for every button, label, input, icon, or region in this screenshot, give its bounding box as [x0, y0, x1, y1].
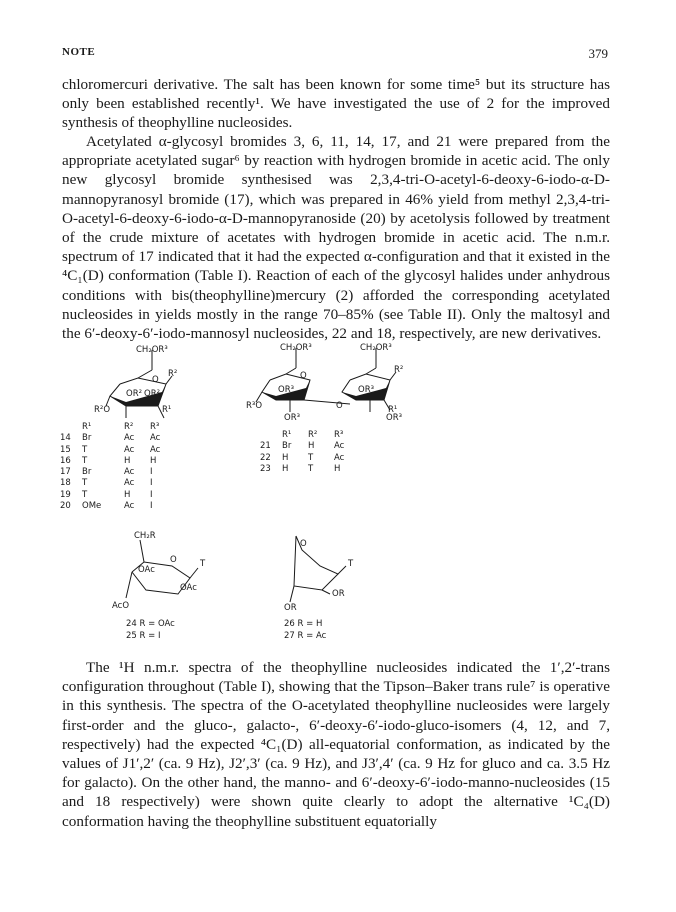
s1-r1: R¹ [162, 405, 172, 415]
running-header [62, 46, 608, 62]
s1-r2o: R²O [94, 405, 111, 415]
s4-or2: OR [284, 603, 297, 613]
s2-or3c: OR³ [284, 413, 301, 423]
s3-ring-o: O [170, 555, 177, 565]
s4-t: T [348, 559, 354, 569]
s1-ring-o: O [152, 375, 159, 385]
s3-t: T [200, 559, 206, 569]
s3-oac2: OAc [180, 583, 197, 593]
substituent-table-2 [260, 430, 354, 475]
s3-label-24: 24 R = OAc [126, 619, 175, 629]
table1-head: R¹ R² R³ [82, 422, 160, 432]
s1-r2: R² [168, 369, 178, 379]
table-row: 18 T Ac I [60, 478, 153, 489]
paragraph-3 [62, 658, 610, 831]
s2-r1: R¹ [388, 405, 398, 415]
table-row: 20 OMe Ac I [60, 501, 153, 512]
s2-link-o: O [336, 401, 343, 411]
s4-ring-o: O [300, 539, 307, 549]
paragraph-2 [62, 132, 610, 343]
s3-aco: AcO [112, 601, 130, 611]
s2-r3o: R³O [246, 401, 263, 411]
s4-label-27: 27 R = Ac [284, 631, 327, 641]
s2-ch2or3b: CH₂OR³ [360, 343, 392, 353]
table-row: 16 T H H [60, 455, 157, 466]
header-label: NOTE [62, 46, 96, 58]
structures-figure [40, 340, 640, 645]
s3-oac1: OAc [138, 565, 155, 575]
s2-ring-o: O [300, 371, 307, 381]
table-row: 23 H T H [260, 463, 341, 474]
s1-or2a: OR² [126, 389, 143, 399]
table-row: 17 Br Ac I [60, 467, 153, 478]
table-row: 19 T H I [60, 489, 153, 500]
paragraph-1 [62, 75, 610, 133]
s2-ch2or3a: CH₂OR³ [280, 343, 312, 353]
s2-or3a: OR³ [278, 385, 295, 395]
table-row: 14 Br Ac Ac [60, 433, 161, 444]
page-number: 379 [588, 46, 608, 61]
s1-or2b: OR² [144, 389, 161, 399]
table2-head: R¹ R² R³ [282, 430, 344, 440]
paragraph-1-text: chloromercuri derivative. The salt has been known for some time⁵ but its structure has only been established recently¹. We have investigated the use of 2 for the improved synthesis of theophylline nucleosides. [62, 76, 610, 132]
s2-or3d: OR³ [386, 413, 403, 423]
s2-or3b: OR³ [358, 385, 375, 395]
s1-ch2or3: CH₂OR³ [136, 345, 168, 355]
s3-ch2r: CH₂R [134, 531, 156, 541]
paragraph-2-text: Acetylated α-glycosyl bromides 3, 6, 11, 14, 17, and 21 were prepared from the appropriate acetylated sugar⁶ by reaction with hydrogen bromide in acetic acid. The only new glycosyl bromide synthesised was 2,3,4-tri-O-acetyl-6-deoxy-6-iodo-α-D-mannopyranosyl bromide (17), which was prepared in 46% yield from methyl 2,3,4-tri-O-acetyl-6-deoxy-6-iodo-α-D-mannopyranoside (20) by acetolysis followed by treatment of the crude mixture of acetates with hydrogen bromide in acetic acid. The n.m.r. spectrum of 17 indicated that it had the expected α-configuration and that it existed in the ⁴C₁(D) conformation (Table I). Reaction of each of the glycosyl halides under anhydrous conditions with bis(theophylline)mercury (2) afforded the corresponding acetylated nucleosides in yields mostly in the range 70–85% (see Table II). Only the maltosyl and the 6′-deoxy-6′-iodo-mannosyl nucleosides, 22 and 18, respectively, are new derivatives. [62, 133, 610, 343]
table-row: 22 H T Ac [260, 452, 345, 463]
table-row: 15 T Ac Ac [60, 444, 161, 455]
s4-label-26: 26 R = H [284, 619, 323, 629]
substituent-table-1 [60, 422, 170, 512]
s4-or1: OR [332, 589, 345, 599]
s3-label-25: 25 R = I [126, 631, 161, 641]
table-row: 21 Br H Ac [260, 441, 345, 452]
paragraph-3-text: The ¹H n.m.r. spectra of the theophylline nucleosides indicated the 1′,2′-trans configuration throughout (Table I), showing that the Tipson–Baker trans rule⁷ is operative in this synthesis. The spectra of the O-acetylated theophylline nucleosides were largely first-order and the gluco-, galacto-, 6′-deoxy-6′-iodo-gluco-isomers (4, 12, and 7, respectively) had the expected ⁴C₁(D) all-equatorial conformation, as indicated by the values of J1′,2′ (ca. 9 Hz), J2′,3′ (ca. 9 Hz), and J3′,4′ (ca. 9 Hz for gluco and ca. 3.5 Hz for galacto). On the other hand, the manno- and 6′-deoxy-6′-iodo-manno-nucleosides (15 and 18 respectively) were shown quite clearly to adopt the alternative ¹C₄(D) conformation having the theophylline substituent equatorially [62, 659, 610, 830]
s2-r2: R² [394, 365, 404, 375]
